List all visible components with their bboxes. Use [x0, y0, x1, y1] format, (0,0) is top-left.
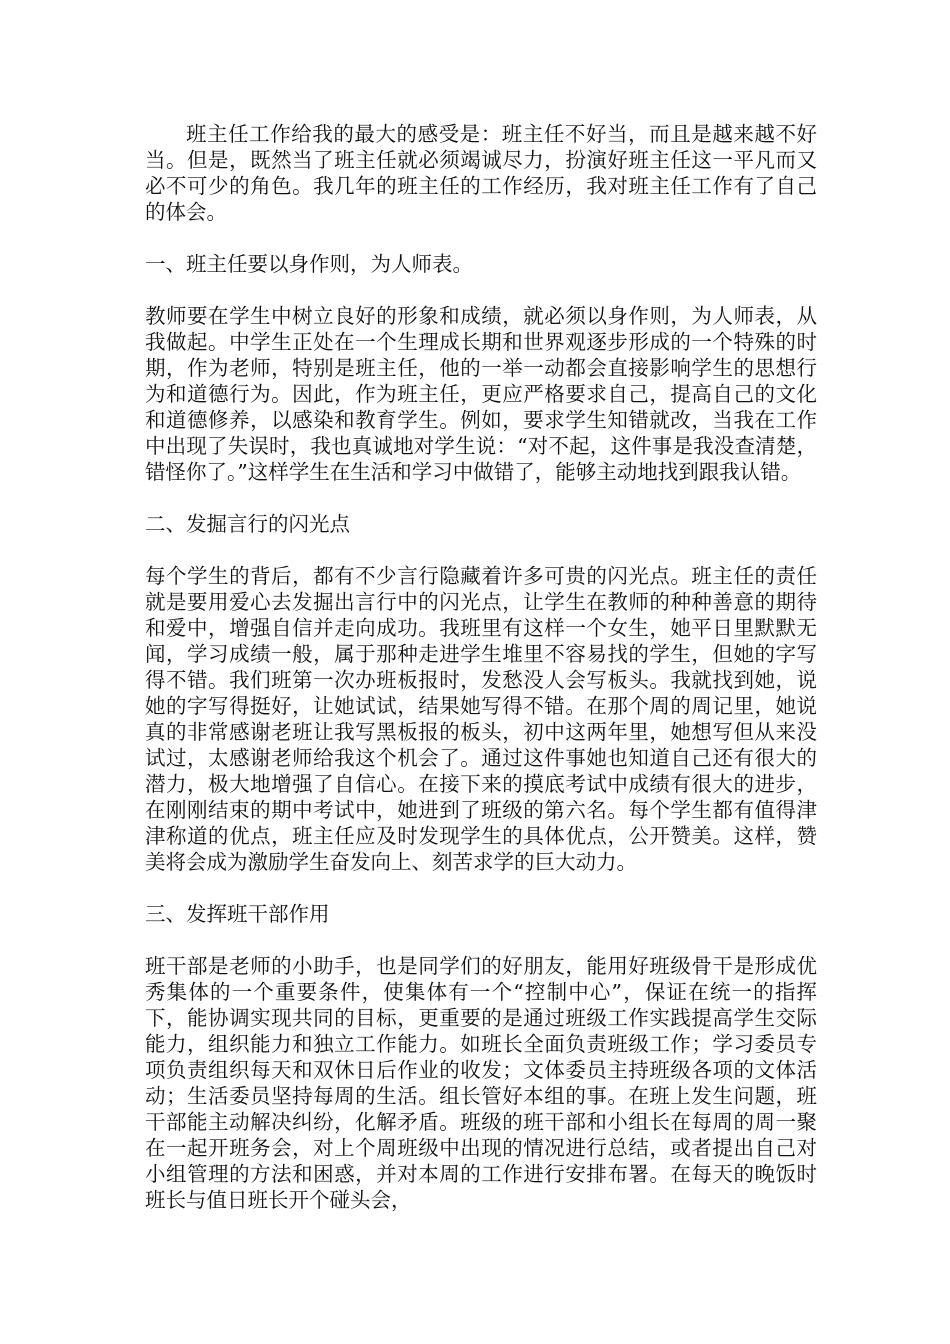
section-body-1: 教师要在学生中树立良好的形象和成绩，就必须以身作则，为人师表，从我做起。中学生正处在一个生理成长期和世界观逐步形成的一个特殊的时期，作为老师，特别是班主任，他的一举一动都会直接影响学生的思想行为和道德行为。因此，作为班主任，更应严格要求自己，提高自己的文化和道德修养，以感染和教育学生。例如，要求学生知错就改，当我在工作中出现了失误时，我也真诚地对学生说：“对不起，这件事是我没查清楚，错怪你了。”这样学生在生活和学习中做错了，能够主动地找到跟我认错。 — [145, 304, 817, 484]
section-body-3: 班干部是老师的小助手，也是同学们的好朋友，能用好班级骨干是形成优秀集体的一个重要条件，使集体有一个“控制中心”，保证在统一的指挥下，能协调实现共同的目标，更重要的是通过班级工作实践提高学生交际能力，组织能力和独立工作能力。如班长全面负责班级工作；学习委员专项负责组织每天和双休日后作业的收发；文体委员主持班级各项的文体活动；生活委员坚持每周的生活。组长管好本组的事。在班上发生问题，班干部能主动解决纠纷，化解矛盾。班级的班干部和小组长在每周的周一聚在一起开班务会，对上个周班级中出现的情况进行总结，或者提出自己对小组管理的方法和困惑，并对本周的工作进行安排布署。在每天的晚饭时班长与值日班长开个碰头会， — [145, 954, 817, 1212]
section-body-2: 每个学生的背后，都有不少言行隐藏着许多可贵的闪光点。班主任的责任就是要用爱心去发掘出言行中的闪光点，让学生在教师的种种善意的期待和爱中，增强自信并走向成功。我班里有这样一个女生，她平日里默默无闻，学习成绩一般，属于那种走进学生堆里不容易找的学生，但她的字写得不错。我们班第一次办班板报时，发愁没人会写板头。我就找到她，说她的字写得挺好，让她试试，结果她写得不错。在那个周的周记里，她说真的非常感谢老班让我写黑板报的板头，初中这两年里，她想写但从来没试过，太感谢老师给我这个机会了。通过这件事她也知道自己还有很大的潜力，极大地增强了自信心。在接下来的摸底考试中成绩有很大的进步，在刚刚结束的期中考试中，她进到了班级的第六名。每个学生都有值得津津称道的优点，班主任应及时发现学生的具体优点，公开赞美。这样，赞美将会成为激励学生奋发向上、刻苦求学的巨大动力。 — [145, 564, 817, 874]
section-heading-3: 三、发挥班干部作用 — [145, 902, 330, 926]
intro-paragraph: 班主任工作给我的最大的感受是：班主任不好当，而且是越来越不好当。但是，既然当了班主任就必须竭诚尽力，扮演好班主任这一平凡而又必不可少的角色。我几年的班主任的工作经历，我对班主任工作有了自己的体会。 — [145, 122, 817, 224]
document-page — [145, 121, 817, 1213]
section-heading-1: 一、班主任要以身作则，为人师表。 — [145, 252, 473, 276]
section-heading-2: 二、发掘言行的闪光点 — [145, 512, 350, 536]
